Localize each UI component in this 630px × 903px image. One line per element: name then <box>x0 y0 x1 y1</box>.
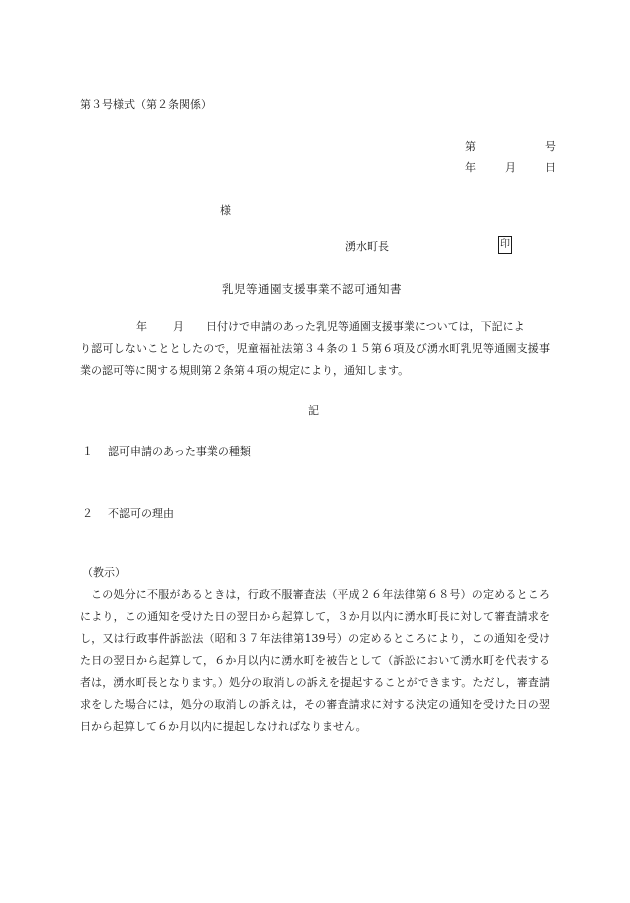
date-line <box>465 159 556 175</box>
body-year-label: 年 <box>136 320 147 333</box>
notice-heading: （教示） <box>82 566 126 579</box>
date-month-label: 月 <box>505 161 516 174</box>
notice-text: この処分に不服があるときは，行政不服審査法（平成２６年法律第６８号）の定めるところにより，この通知を受けた日の翌日から起算して，３か月以内に湧水町長に対して審査請求をし，又は行政事件訴訟法（昭和３７年法律第139号）の定めるところにより，この通知を受けた日の翌日から起算して，６か月以内に湧水町を被告として（訴訟において湧水町を代表する者は，湧水町長となります。）処分の取消しの訴えを提起することができます。ただし，審査請求をした場合には，処分の取消しの訴えは，その審査請求に対する決定の通知を受けた日の翌日から起算して６か月以内に提起しなければなりません。 <box>80 588 550 733</box>
body-month-label: 月 <box>173 320 184 333</box>
notice-paragraph <box>80 584 550 738</box>
date-day-label: 日 <box>545 161 556 174</box>
number-prefix: 第 <box>465 140 476 153</box>
seal-mark: 印 <box>498 236 512 254</box>
item-2-text: 不認可の理由 <box>108 507 174 520</box>
number-suffix: 号 <box>545 140 556 153</box>
body-text-rest: り認可しないこととしたので，児童福祉法第３４条の１５第６項及び湧水町乳児等通園支援事業の認可等に関する規則第２条第４項の規定により，通知します。 <box>80 342 550 377</box>
item-1-number: １ <box>82 445 93 458</box>
item-2-number: ２ <box>82 507 93 520</box>
item-2 <box>82 505 174 521</box>
document-number-line <box>465 138 556 154</box>
item-1 <box>82 443 251 459</box>
seal-box <box>498 236 512 254</box>
date-year-label: 年 <box>465 161 476 174</box>
body-text-line1: 日付けで申請のあった乳児等通園支援事業については，下記によ <box>206 320 525 333</box>
item-1-text: 認可申請のあった事業の種類 <box>108 445 251 458</box>
form-label: 第３号様式（第２条関係） <box>80 98 212 111</box>
body-first-line <box>80 316 550 338</box>
recipient-suffix: 様 <box>220 204 231 217</box>
body-paragraph <box>80 316 550 382</box>
issuer-title: 湧水町長 <box>345 240 389 253</box>
ki-label: 記 <box>308 404 319 417</box>
document-title: 乳児等通園支援事業不認可通知書 <box>222 282 402 296</box>
